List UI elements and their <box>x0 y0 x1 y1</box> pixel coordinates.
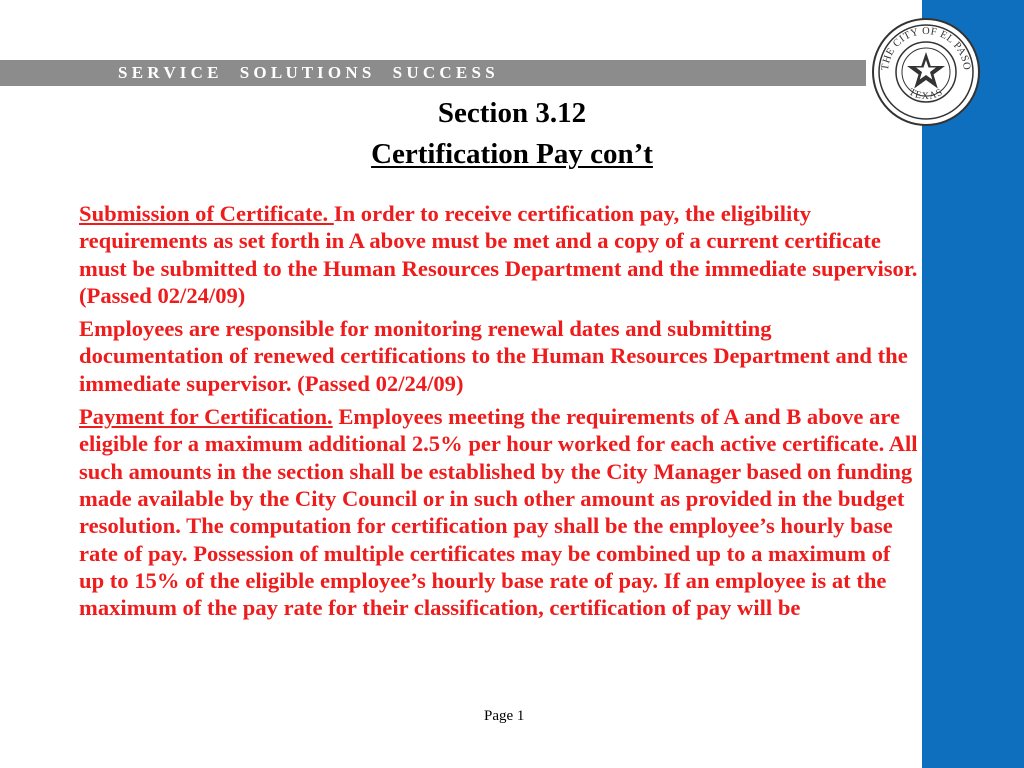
paragraph-text: In order to receive certification pay, the eligibility requirements as set forth in A above must be met and a copy of a current certificate must be submitted to the Human Resources Department and the immediate supervisor. (Passed 02/24/09) <box>79 201 918 308</box>
page-number-label: Page 1 <box>484 708 525 724</box>
section-title: Section 3.12 <box>437 97 587 129</box>
banner-text: S E R V I C E S O L U T I O N S S U C C E S S <box>118 63 495 82</box>
body-text <box>79 200 919 627</box>
seal-top-text: THE CITY OF EL PASO <box>879 25 973 72</box>
title-block <box>0 92 1024 174</box>
seal-bottom-text: TEXAS <box>906 86 946 102</box>
section-subtitle: Certification Pay con’t <box>371 138 653 170</box>
paragraph-submission <box>79 200 919 309</box>
paragraph-heading: Payment for Certification. <box>79 404 333 430</box>
paragraph-payment <box>79 403 919 621</box>
paragraph-text: Employees meeting the requirements of A and B above are eligible for a maximum additional 2.5% per hour worked for each active certificate. All such amounts in the section shall be established by the City Manager based on funding made available by the City Council or in such other amount as provided in the budget resolution. The computation for certification pay shall be the employee’s hourly base rate of pay. Possession of multiple certificates may be combined up to a maximum of up to 15% of the eligible employee’s hourly base rate of pay. If an employee is at the maximum of the pay rate for their classification, certification of pay will be <box>79 404 918 621</box>
paragraph-renewal <box>79 315 919 397</box>
paragraph-heading: Submission of Certificate. <box>79 201 334 226</box>
paragraph-text: Employees are responsible for monitoring renewal dates and submitting documentation of renewed certifications to the Human Resources Department and the immediate supervisor. (Passed 02/24/09) <box>79 316 908 396</box>
